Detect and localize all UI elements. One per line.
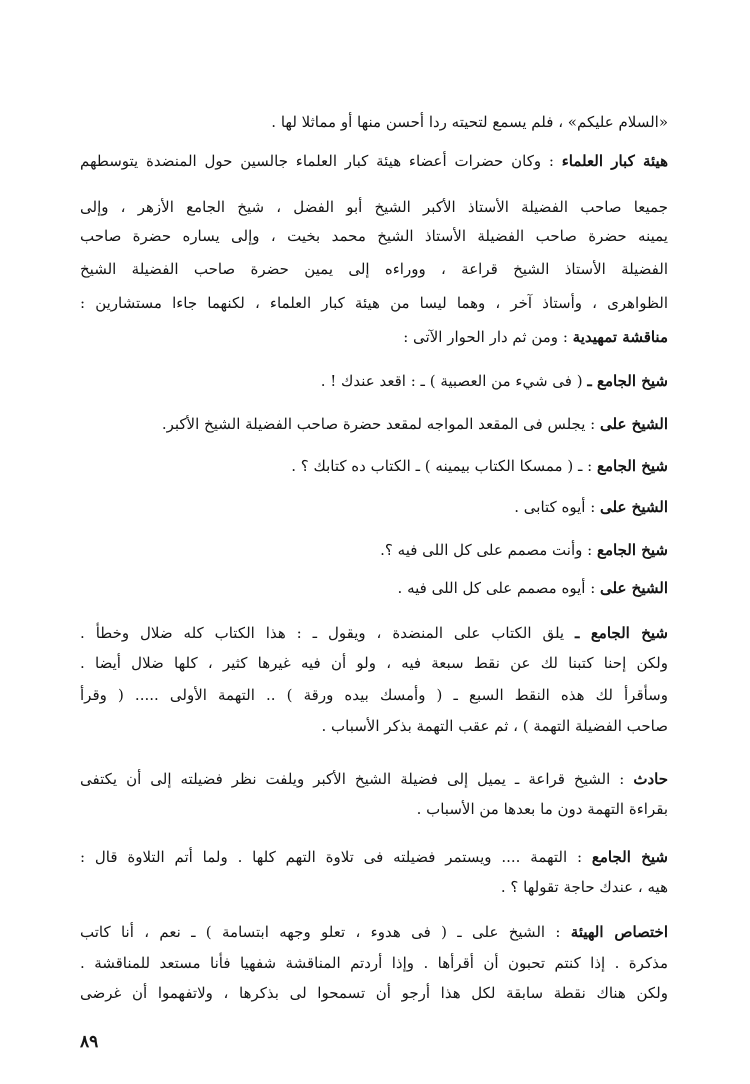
text-line — [80, 652, 668, 674]
line-text: يلق الكتاب على المنضدة ، ويقول ـ : هذا الكتاب كله ضلال وخطأ . — [80, 624, 565, 642]
speaker-label: مناقشة تمهيدية — [572, 328, 668, 346]
page-number: ٨٩ — [80, 1032, 99, 1052]
line-text: : ـ ( ممسكا الكتاب بيمينه ) ـ الكتاب ده كتابك ؟ . — [291, 457, 593, 475]
text-line — [80, 258, 668, 280]
speaker-label: شيخ الجامع ـ — [575, 624, 668, 642]
text-line — [80, 846, 668, 868]
line-text: ولكن هناك نقطة سابقة لكل هذا أرجو أن تسمحوا لى بذكرها ، ولاتفهموا أن غرضى — [80, 984, 668, 1002]
text-line — [80, 455, 668, 477]
line-text: وسأقرأ لك هذه النقط السبع ـ ( وأمسك بيده ورقة ) .. التهمة الأولى ..... ( وقرأ — [80, 686, 668, 704]
text-line — [80, 539, 668, 561]
speaker-label: حادث — [633, 770, 668, 788]
line-text: «السلام عليكم» ، فلم يسمع لتحيته ردا أحسن منها أو مماثلا لها . — [271, 113, 668, 131]
speaker-label: شيخ الجامع — [596, 457, 668, 475]
line-text: الفضيلة الأستاذ الشيخ قراعة ، ووراءه إلى يمين حضرة صاحب الفضيلة الشيخ — [80, 260, 668, 278]
speaker-label: هيئة كبار العلماء — [561, 152, 668, 170]
text-line — [80, 982, 668, 1004]
text-line — [80, 952, 668, 974]
line-text: : أيوه مصمم على كل اللى فيه . — [397, 579, 596, 597]
text-line — [80, 876, 668, 898]
text-line — [80, 225, 668, 247]
text-line — [80, 798, 668, 820]
line-text: : وأنت مصمم على كل اللى فيه ؟. — [380, 541, 593, 559]
text-line — [80, 768, 668, 790]
line-text: جميعا صاحب الفضيلة الأستاذ الأكبر الشيخ أبو الفضل ، شيخ الجامع الأزهر ، وإلى — [80, 198, 668, 216]
speaker-label: الشيخ على — [600, 498, 668, 516]
speaker-label: الشيخ على — [600, 579, 668, 597]
line-text: : الشيخ قراعة ـ يميل إلى فضيلة الشيخ الأكبر ويلفت نظر فضيلته إلى أن يكتفى — [80, 770, 625, 788]
line-text: : أيوه كتابى . — [514, 498, 596, 516]
line-text: ولكن إحنا كتبنا لك عن نقط سبعة فيه ، ولو أن فيه غيرها كثير ، كلها ضلال أيضا . — [80, 654, 668, 672]
text-line — [80, 111, 668, 133]
text-line — [80, 577, 668, 599]
line-text: : ومن ثم دار الحوار الآتى : — [403, 328, 568, 346]
line-text: ( فى شيء من العصبية ) ـ : اقعد عندك ! . — [320, 372, 583, 390]
text-line — [80, 196, 668, 218]
text-line — [80, 370, 668, 392]
line-text: هيه ، عندك حاجة تقولها ؟ . — [500, 878, 668, 896]
text-line — [80, 326, 668, 348]
line-text: : التهمة .... ويستمر فضيلته فى تلاوة التهم كلها . ولما أتم التلاوة قال : — [80, 848, 583, 866]
speaker-label: اختصاص الهيئة — [570, 923, 668, 941]
line-text: : يجلس فى المقعد المواجه لمقعد حضرة صاحب الفضيلة الشيخ الأكبر. — [161, 415, 596, 433]
speaker-label: شيخ الجامع — [591, 848, 668, 866]
line-text: : وكان حضرات أعضاء هيئة كبار العلماء جالسين حول المنضدة يتوسطهم — [80, 152, 554, 170]
text-line — [80, 292, 668, 314]
line-text: : الشيخ على ـ ( فى هدوء ، تعلو وجهه ابتسامة ) ـ نعم ، أنا كاتب — [80, 923, 561, 941]
text-line — [80, 622, 668, 644]
text-line — [80, 715, 668, 737]
text-line — [80, 150, 668, 172]
text-line — [80, 684, 668, 706]
speaker-label: الشيخ على — [600, 415, 668, 433]
speaker-label: شيخ الجامع ـ — [587, 372, 668, 390]
line-text: صاحب الفضيلة التهمة ) ، ثم عقب التهمة بذكر الأسباب . — [321, 717, 668, 735]
line-text: يمينه حضرة صاحب الفضيلة الأستاذ الشيخ محمد بخيت ، وإلى يساره حضرة صاحب — [80, 227, 668, 245]
text-line — [80, 921, 668, 943]
line-text: الظواهرى ، وأستاذ آخر ، وهما ليسا من هيئة كبار العلماء ، لكنهما جاءا مستشارين : — [80, 294, 668, 312]
line-text: بقراءة التهمة دون ما بعدها من الأسباب . — [416, 800, 668, 818]
speaker-label: شيخ الجامع — [596, 541, 668, 559]
text-line — [80, 413, 668, 435]
text-line — [80, 496, 668, 518]
line-text: مذكرة . إذا كنتم تحبون أن أقرأها . وإذا أردتم المناقشة شفهيا فأنا مستعد للمناقشة . — [80, 954, 668, 972]
